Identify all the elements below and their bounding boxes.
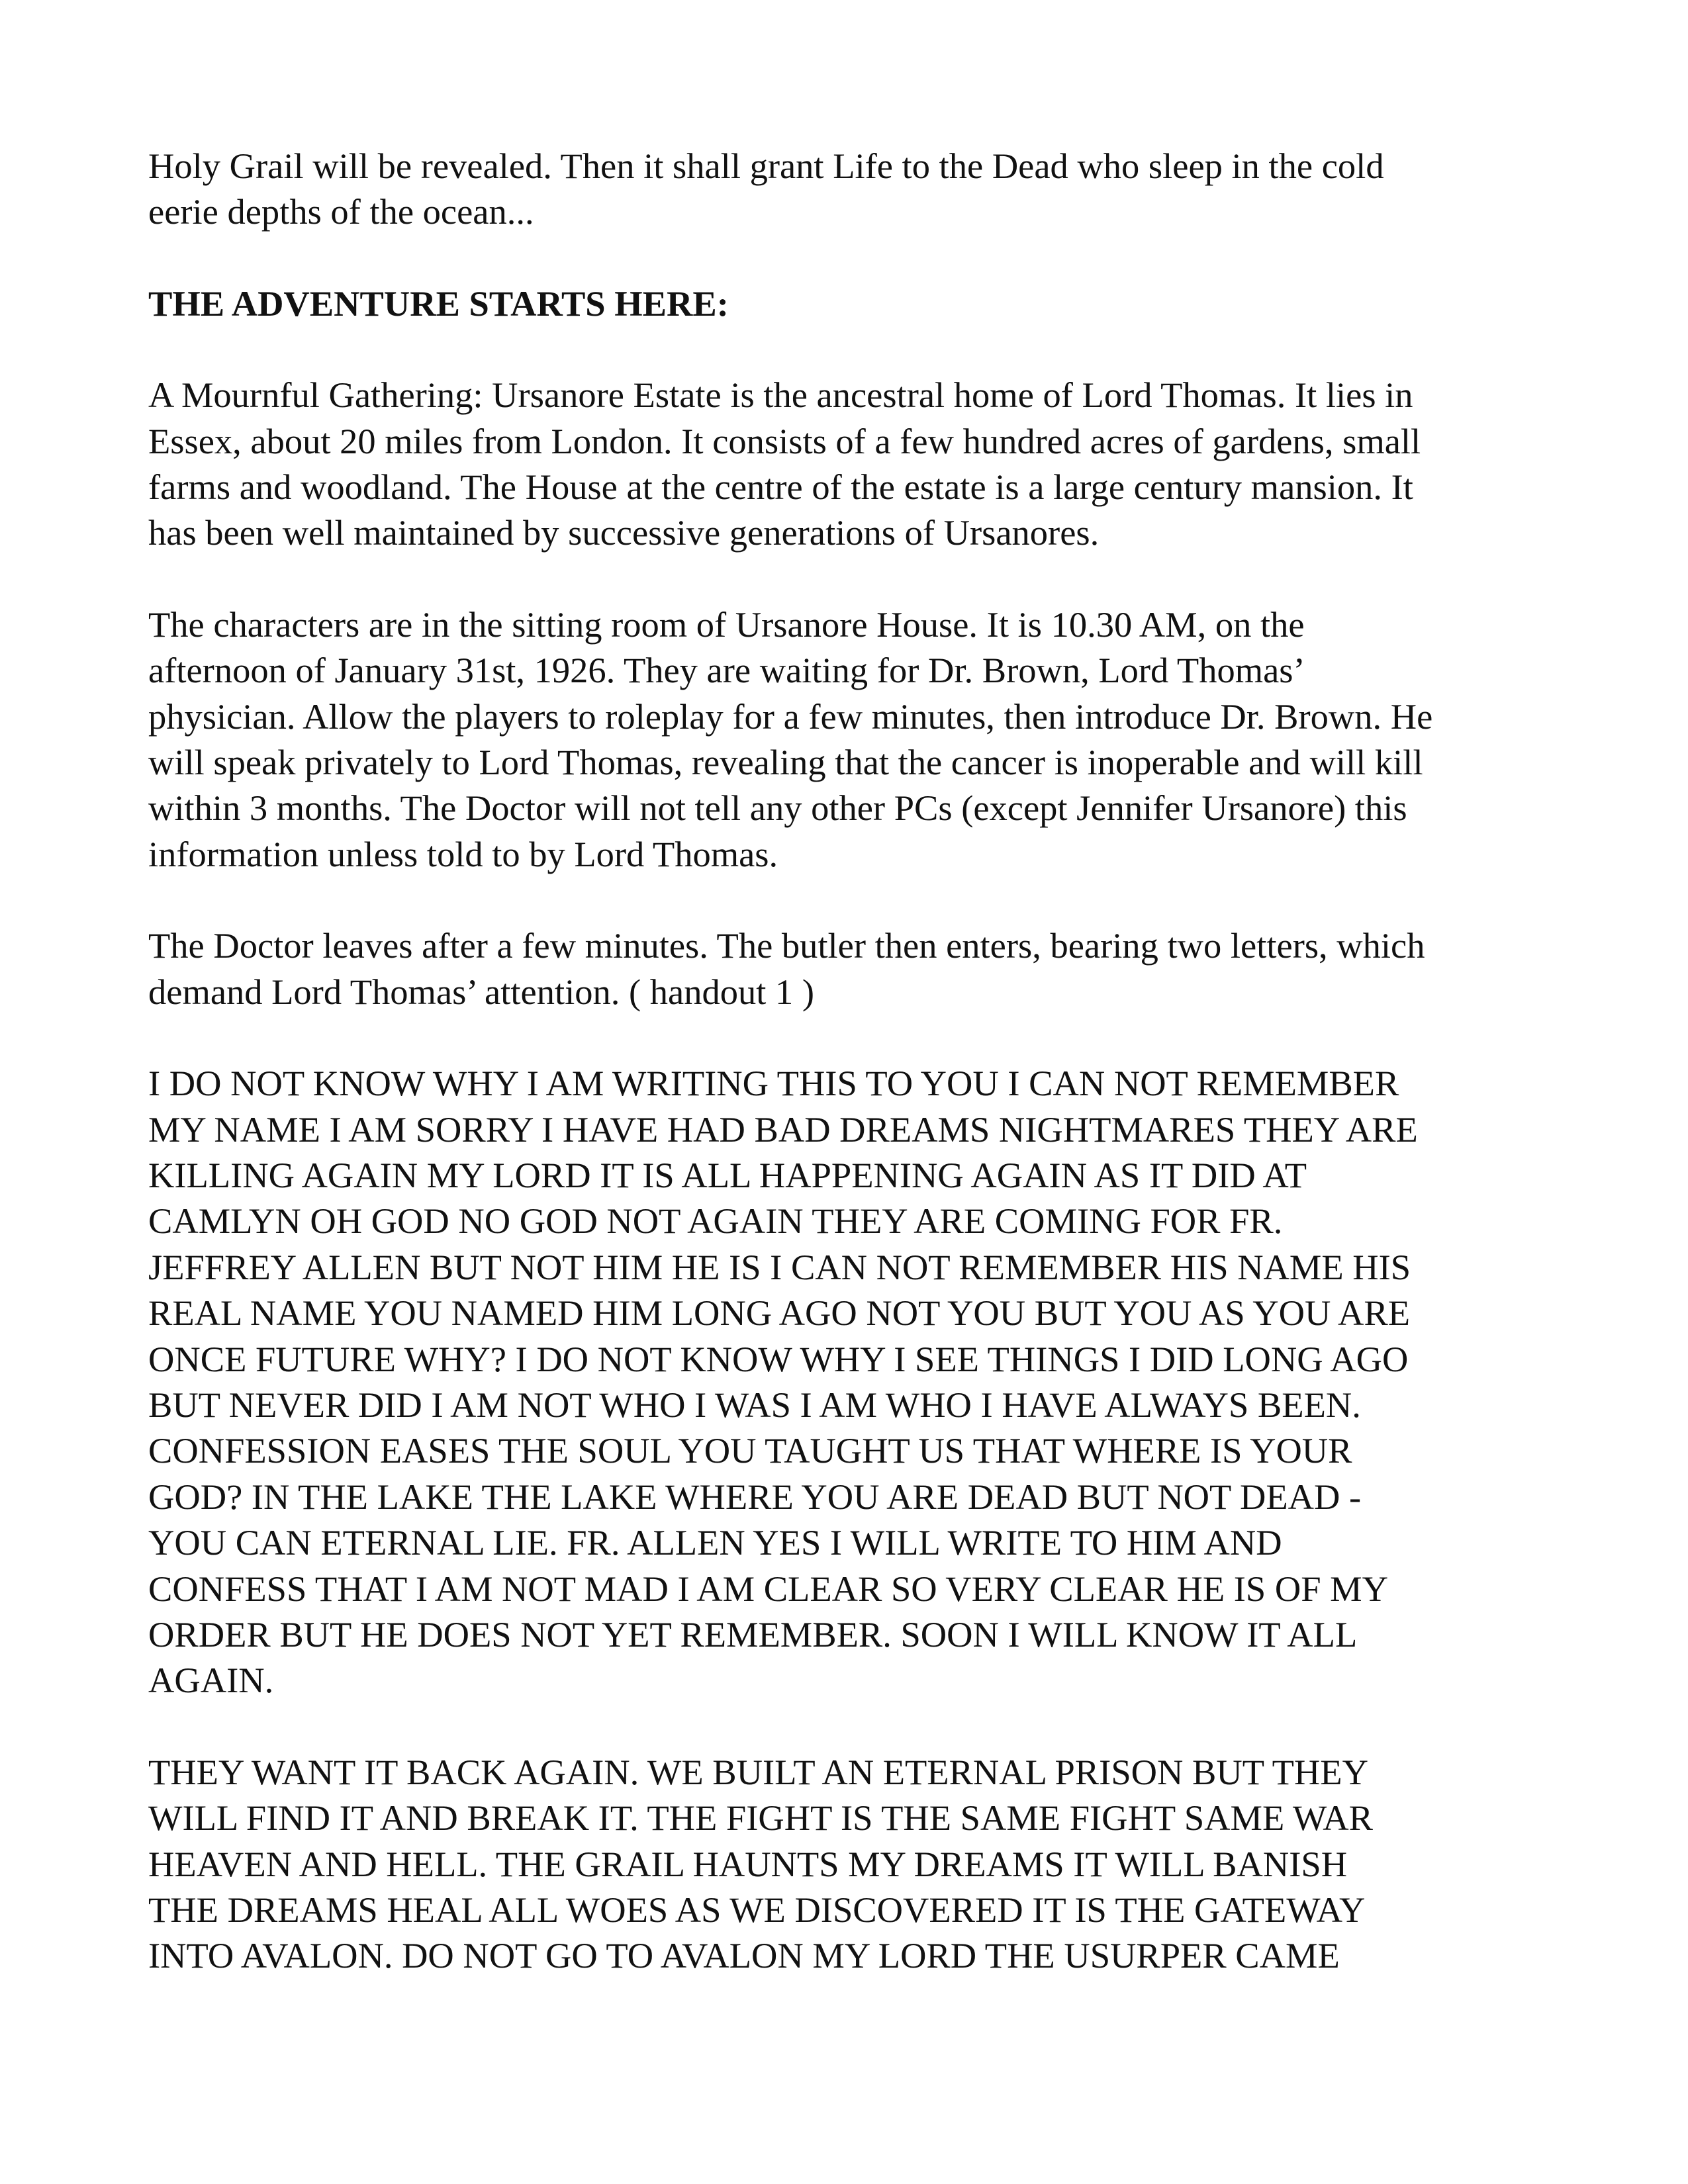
handout-letter-paragraph: I DO NOT KNOW WHY I AM WRITING THIS TO YOU I CAN NOT REMEMBER MY NAME I AM SORRY I HAVE HAD BAD DREAMS NIGHTMARES THEY ARE KILLING AGAIN MY LORD IT IS ALL HAPPENING AGAIN AS IT DID AT CAMLYN OH GOD NO GOD NOT AGAIN THEY ARE COMING FOR FR. JEFFREY ALLEN BUT NOT HIM HE IS I CAN NOT REMEMBER HIS NAME HIS REAL NAME YOU NAMED HIM LONG AGO NOT YOU BUT YOU AS YOU ARE ONCE FUTURE WHY? I DO NOT KNOW WHY I SEE THINGS I DID LONG AGO BUT NEVER DID I AM NOT WHO I WAS I AM WHO I HAVE ALWAYS BEEN. CONFESSION EASES THE SOUL YOU TAUGHT US THAT WHERE IS YOUR GOD? IN THE LAKE THE LAKE WHERE YOU ARE DEAD BUT NOT DEAD - YOU CAN ETERNAL LIE. FR. ALLEN YES I WILL WRITE TO HIM AND CONFESS THAT I AM NOT MAD I AM CLEAR SO VERY CLEAR HE IS OF MY ORDER BUT HE DOES NOT YET REMEMBER. SOON I WILL KNOW IT ALL AGAIN. <box>148 1063 1418 1701</box>
intro-paragraph: Holy Grail will be revealed. Then it shall grant Life to the Dead who sleep in the cold eerie depths of the ocean... <box>148 146 1384 232</box>
section-heading: THE ADVENTURE STARTS HERE: <box>148 283 729 324</box>
paragraph-mournful-gathering: A Mournful Gathering: Ursanore Estate is the ancestral home of Lord Thomas. It lies in Essex, about 20 miles from London. It consists of a few hundred acres of gardens, small farms and woodland. The House at the centre of the estate is a large century mansion. It has been well maintained by successive generations of Ursanores. <box>148 375 1421 553</box>
handout-letter-paragraph: THEY WANT IT BACK AGAIN. WE BUILT AN ETERNAL PRISON BUT THEY WILL FIND IT AND BREAK IT. THE FIGHT IS THE SAME FIGHT SAME WAR HEAVEN AND HELL. THE GRAIL HAUNTS MY DREAMS IT WILL BANISH THE DREAMS HEAL ALL WOES AS WE DISCOVERED IT IS THE GATEWAY INTO AVALON. DO NOT GO TO AVALON MY LORD THE USURPER CAME <box>148 1751 1373 1976</box>
document-page <box>148 143 1552 1979</box>
paragraph-sitting-room: The characters are in the sitting room of Ursanore House. It is 10.30 AM, on the afternoon of January 31st, 1926. They are waiting for Dr. Brown, Lord Thomas’ physician. Allow the players to roleplay for a few minutes, then introduce Dr. Brown. He will speak privately to Lord Thomas, revealing that the cancer is inoperable and will kill within 3 months. The Doctor will not tell any other PCs (except Jennifer Ursanore) this information unless told to by Lord Thomas. <box>148 604 1433 874</box>
paragraph-doctor-leaves: The Doctor leaves after a few minutes. The butler then enters, bearing two letters, which demand Lord Thomas’ attention. ( handout 1 ) <box>148 925 1425 1012</box>
